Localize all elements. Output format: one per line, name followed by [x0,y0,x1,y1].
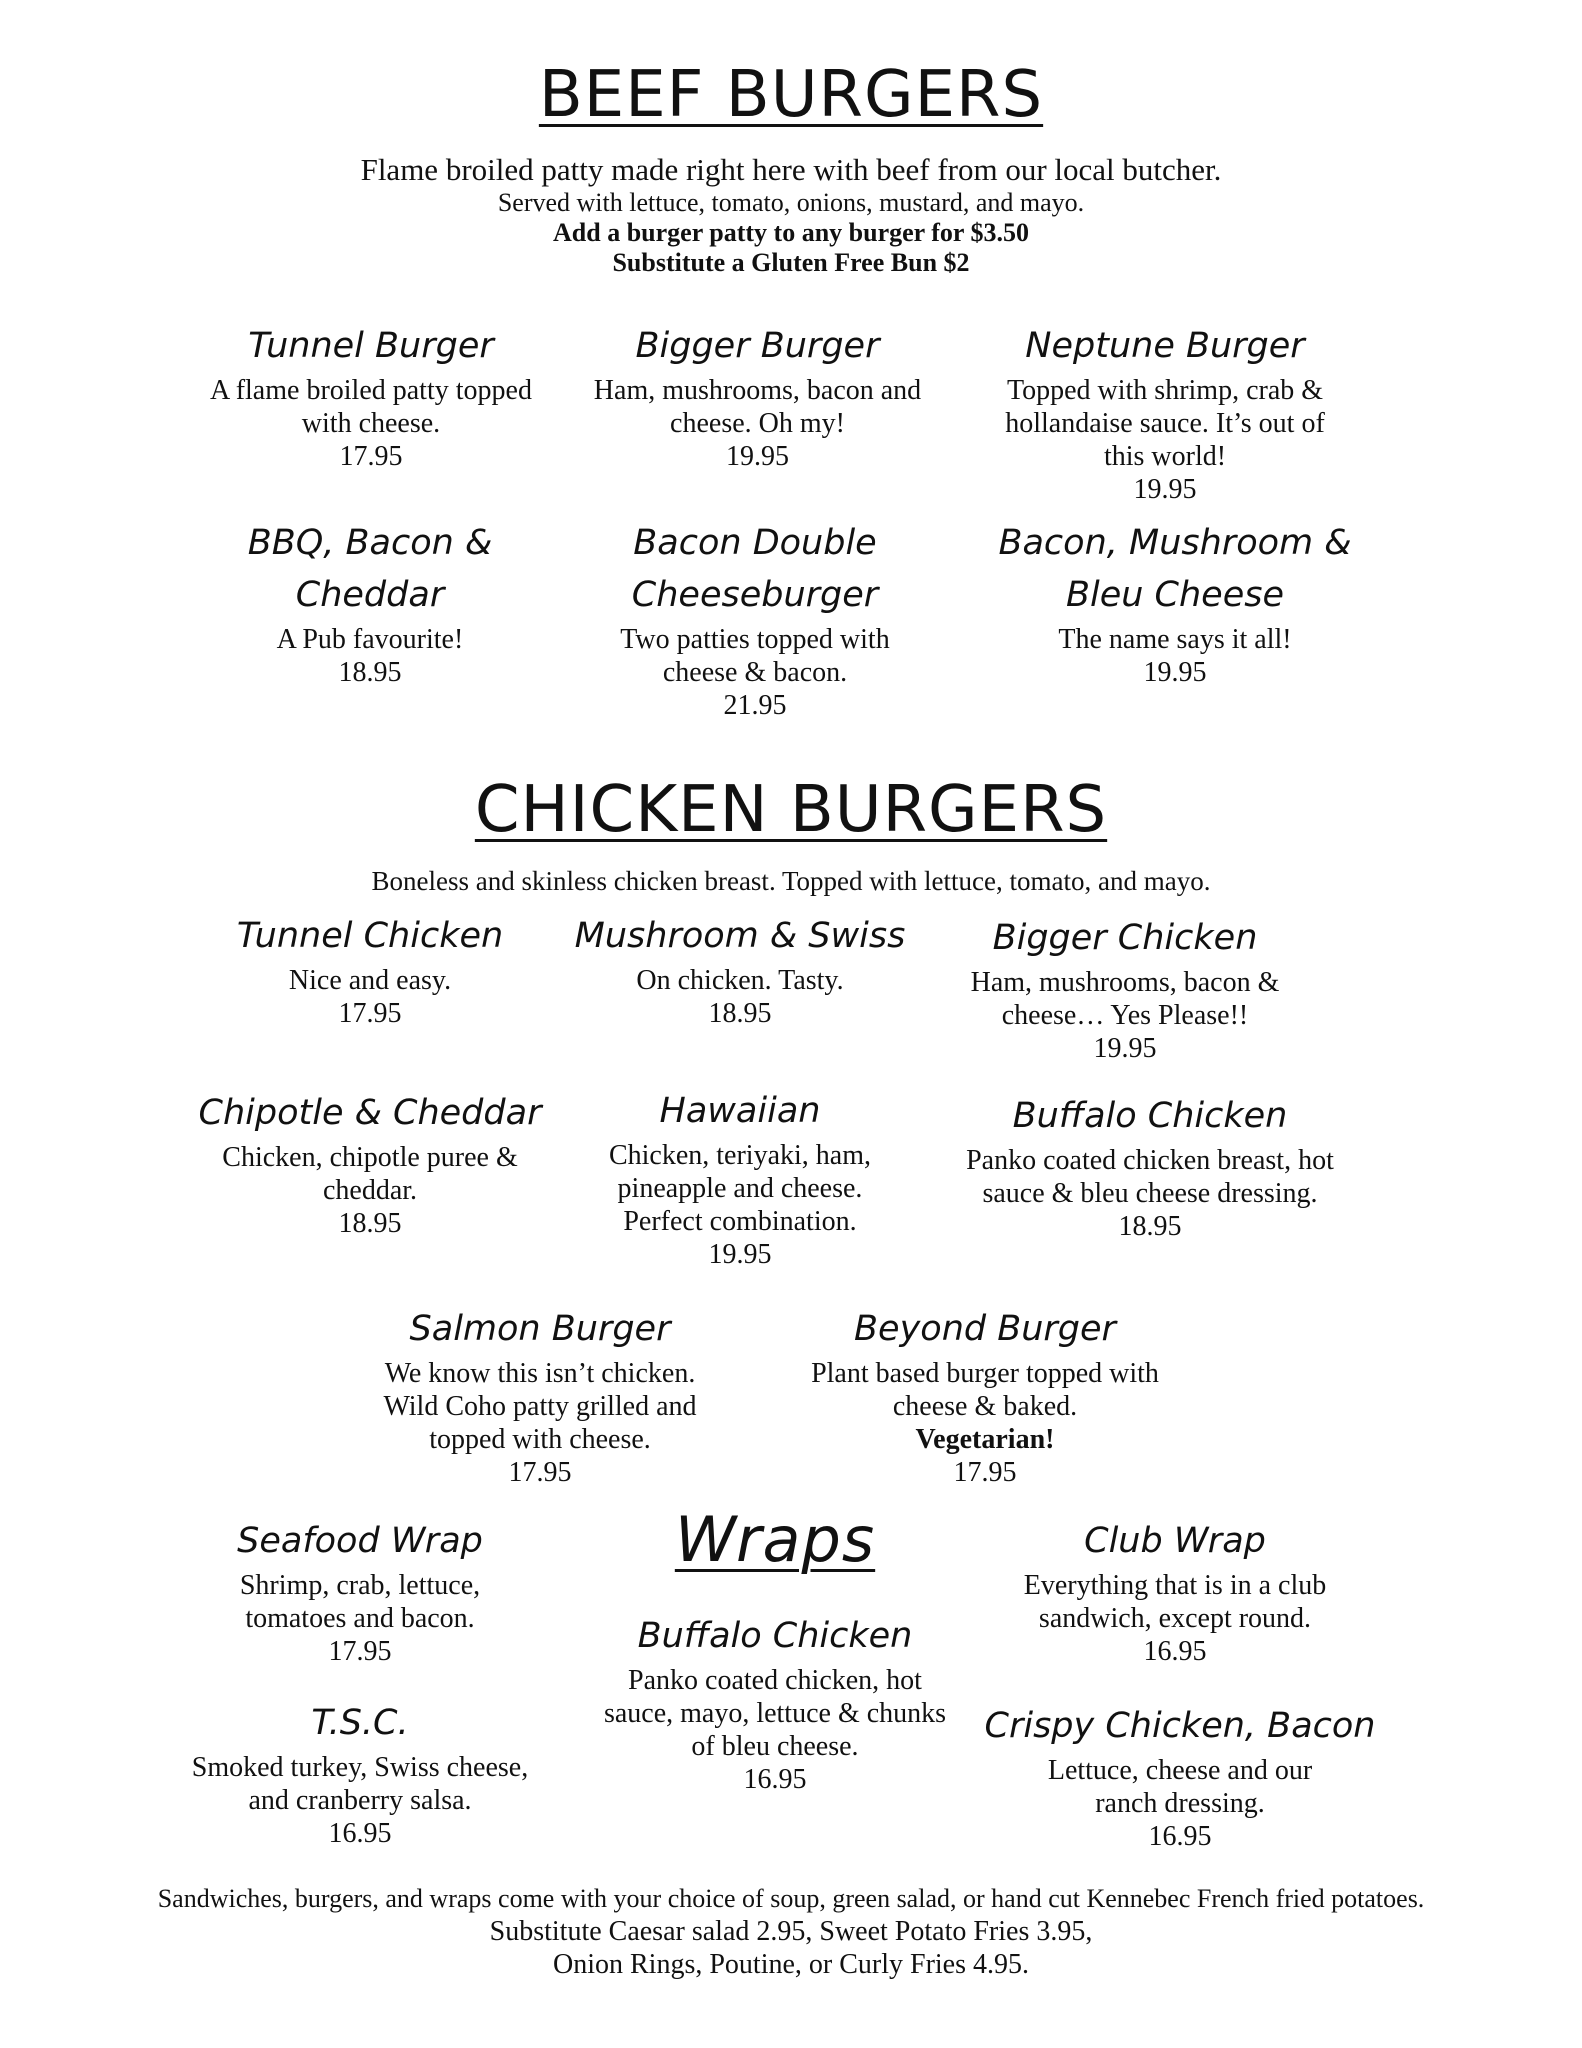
item-name: Tunnel Burger [248,326,494,366]
item-name: Club Wrap [1084,1521,1266,1561]
item-desc: A Pub favourite! [276,624,464,655]
vegetarian-note: Vegetarian! [915,1424,1055,1455]
sides-footer [0,1882,1582,1981]
item-name: Bigger Chicken [992,918,1258,958]
item-name: Buffalo Chicken [637,1616,913,1656]
item-price: 16.95 [743,1764,807,1795]
menu-item [590,1085,890,1271]
menu-item [1000,1515,1350,1668]
item-name: BBQ, Bacon & Cheddar [247,523,493,615]
item-name: Buffalo Chicken [1012,1096,1288,1136]
item-price: 18.95 [338,657,402,688]
item-desc: Two patties topped with cheese & bacon. [620,624,890,688]
item-name: Neptune Burger [1025,326,1305,366]
menu-item [1000,320,1330,506]
beef-intro-line: Add a burger patty to any burger for $3.50 [553,218,1029,247]
item-name: Chipotle & Cheddar [198,1093,542,1133]
item-desc: Ham, mushrooms, bacon and cheese. Oh my! [593,375,922,439]
beef-intro-line: Served with lettuce, tomato, onions, mustard, and mayo. [497,188,1085,217]
beef-intro-line: Substitute a Gluten Free Bun $2 [612,248,970,277]
menu-item [355,1303,725,1489]
beef-intro [0,152,1582,278]
beef-burgers-title: BEEF BURGERS [538,58,1044,132]
item-price: 17.95 [508,1457,572,1488]
item-price: 19.95 [708,1239,772,1270]
item-name: Beyond Burger [854,1309,1116,1349]
item-desc: On chicken. Tasty. [636,965,844,996]
menu-item [560,910,920,1030]
item-price: 16.95 [1148,1821,1212,1852]
item-price: 18.95 [708,998,772,1029]
menu-item [170,1697,550,1850]
item-desc: Lettuce, cheese and our ranch dressing. [1047,1755,1313,1819]
item-desc: Nice and easy. [288,965,452,996]
item-name: Hawaiian [659,1091,821,1131]
item-price: 19.95 [1143,657,1207,688]
item-desc: Plant based burger topped with cheese & baked. [811,1358,1159,1422]
item-desc: We know this isn’t chicken. Wild Coho patty grilled and topped with cheese. [383,1358,697,1455]
item-desc: Ham, mushrooms, bacon & cheese… Yes Please!! [970,967,1280,1031]
chicken-burgers-title: CHICKEN BURGERS [474,773,1108,847]
menu-item [940,1090,1360,1243]
menu-item [570,320,945,473]
menu-item [180,1515,540,1668]
menu-item [990,517,1360,689]
menu-item [950,912,1300,1065]
footer-line: Substitute Caesar salad 2.95, Sweet Potato Fries 3.95, [489,1916,1093,1947]
menu-item [970,1700,1390,1853]
item-name: Seafood Wrap [237,1521,483,1561]
item-price: 18.95 [1118,1211,1182,1242]
item-desc: A flame broiled patty topped with cheese. [210,375,532,439]
item-desc: Panko coated chicken breast, hot sauce & bleu cheese dressing. [966,1145,1334,1209]
item-desc: Chicken, teriyaki, ham, pineapple and cheese. Perfect combination. [608,1140,872,1237]
menu-item [230,517,510,689]
menu-item [600,1610,950,1796]
item-price: 19.95 [1093,1033,1157,1064]
item-desc: Smoked turkey, Swiss cheese, and cranberry salsa. [191,1752,529,1816]
item-name: T.S.C. [311,1703,409,1743]
item-price: 17.95 [328,1636,392,1667]
item-price: 17.95 [953,1457,1017,1488]
item-price: 17.95 [338,998,402,1029]
item-price: 16.95 [328,1818,392,1849]
item-desc: Everything that is in a club sandwich, except round. [1023,1570,1327,1634]
menu-item [190,1087,550,1240]
item-name: Bigger Burger [635,326,880,366]
item-price: 18.95 [338,1208,402,1239]
item-name: Salmon Burger [409,1309,671,1349]
item-name: Tunnel Chicken [236,916,504,956]
item-note [810,1423,1160,1456]
item-price: 21.95 [723,690,787,721]
menu-item [590,517,920,722]
item-desc: The name says it all! [1058,624,1292,655]
item-price: 17.95 [339,441,403,472]
footer-line: Onion Rings, Poutine, or Curly Fries 4.95. [552,1949,1029,1980]
item-price: 19.95 [726,441,789,472]
beef-intro-line: Flame broiled patty made right here with beef from our local butcher. [360,152,1222,187]
item-name: Bacon Double Cheeseburger [631,523,879,615]
menu-item [200,910,540,1030]
chicken-intro: Boneless and skinless chicken breast. Topped with lettuce, tomato, and mayo. [371,866,1211,896]
wraps-title: Wraps [674,1503,876,1576]
item-desc: Topped with shrimp, crab & hollandaise sauce. It’s out of this world! [1005,375,1325,472]
item-desc: Panko coated chicken, hot sauce, mayo, lettuce & chunks of bleu cheese. [603,1665,947,1762]
menu-item [810,1303,1160,1489]
item-name: Bacon, Mushroom & Bleu Cheese [998,523,1352,615]
footer-line: Sandwiches, burgers, and wraps come with your choice of soup, green salad, or hand cut Kennebec French fried potatoes. [157,1884,1425,1913]
item-desc: Shrimp, crab, lettuce, tomatoes and bacon. [239,1570,481,1634]
item-price: 16.95 [1143,1636,1207,1667]
item-price: 19.95 [1133,474,1197,505]
menu-item [186,320,556,473]
item-desc: Chicken, chipotle puree & cheddar. [222,1142,518,1206]
item-name: Mushroom & Swiss [574,916,906,956]
item-name: Crispy Chicken, Bacon [984,1706,1376,1746]
